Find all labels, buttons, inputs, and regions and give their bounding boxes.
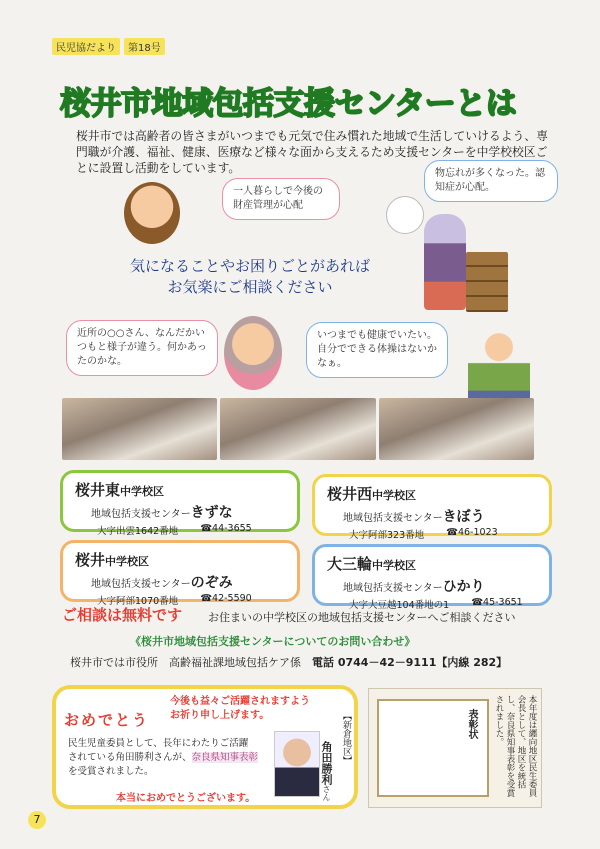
inquiry-phone: 電話 0744－42－9111【内線 282】	[312, 656, 508, 669]
handwritten-line-2: お気楽にご相談ください	[167, 278, 333, 296]
inquiry-title: 《桜井市地域包括支援センターについてのお問い合わせ》	[130, 635, 416, 648]
center-phone: ☎42-5590	[200, 593, 252, 604]
center-name: きぼう	[442, 509, 485, 525]
center-area-suffix: 中学校区	[372, 559, 417, 572]
center-prefix: 地域包括支援センター	[343, 513, 443, 524]
dresser-illustration	[466, 252, 508, 312]
center-prefix: 地域包括支援センター	[91, 509, 191, 520]
center-name: のぞみ	[190, 575, 233, 591]
recipient-photo	[274, 731, 320, 797]
congrats-body	[68, 737, 268, 779]
certificate-image	[377, 699, 489, 797]
center-address: 大字出雲1642番地	[97, 526, 179, 537]
center-card-omiwa	[312, 544, 552, 611]
congrats-body-3: を受賞されました。	[68, 766, 154, 777]
center-area: 桜井	[75, 551, 106, 569]
recipient-district: 【新倉地区】	[341, 711, 351, 765]
center-card-sakurai	[60, 540, 300, 607]
speech-bubble-health: いつまでも健康でいたい。自分でできる体操はないかなぁ。	[306, 322, 448, 378]
congrats-closing: 本当におめでとうございます。	[116, 793, 256, 804]
congrats-body-1: 民生児童委員として、長年にわたりご活躍	[68, 738, 249, 749]
keys-wallet-icon	[386, 196, 424, 234]
recipient-honorific: さん	[322, 785, 331, 801]
speech-bubble-neighbor: 近所の○○さん、なんだかいつもと様子が違う。何かあったのかな。	[66, 320, 218, 376]
center-name: ひかり	[442, 579, 485, 595]
congratulations-box	[52, 685, 358, 809]
center-card-sakurai-east	[60, 470, 300, 537]
center-phone: ☎44-3655	[200, 523, 252, 534]
center-area: 大三輪	[327, 555, 373, 573]
center-prefix: 地域包括支援センター	[91, 579, 191, 590]
center-phone: ☎45-3651	[471, 597, 523, 608]
congrats-lead-2: お祈り申し上げます。	[170, 710, 270, 721]
center-area: 桜井東	[75, 481, 121, 499]
intro-text: 桜井市では高齢者の皆さまがいつまでも元気で住み慣れた地域で生活していけるよう、専門職が介護、福祉、健康、医療など様々な面から支えるため支援センターを中学校校区ごとに設置し活動をしています。	[76, 129, 548, 175]
issue-number: 第18号	[124, 38, 165, 55]
recipient-person: 角田勝利	[320, 741, 333, 785]
handwritten-line-1: 気になることやお困りごとがあれば	[129, 257, 370, 275]
center-prefix: 地域包括支援センター	[343, 583, 443, 594]
page-number: 7	[28, 811, 46, 829]
center-address: 大字阿部323番地	[349, 530, 425, 541]
free-consult-label: ご相談は無料です	[62, 606, 183, 624]
worried-woman-illustration	[424, 214, 466, 310]
concerned-woman-illustration	[224, 316, 282, 390]
page-title: 桜井市地域包括支援センターとは	[60, 86, 517, 122]
certificate-area	[368, 688, 542, 808]
congrats-lead-1: 今後も益々ご活躍されますよう	[170, 696, 310, 707]
congrats-lead	[170, 695, 310, 723]
certificate-note: 本年度は纒向地区民生委員会長として、地区を統括し、奈良県知事表彰を受賞されました。	[494, 695, 537, 797]
inquiry-office: 桜井市では市役所 高齢福祉課地域包括ケア係	[70, 656, 301, 669]
congrats-banner: おめでとう	[64, 711, 150, 729]
newsletter-name: 民児協だより	[52, 38, 120, 55]
speech-bubble-memory: 物忘れが多くなった。認知症が心配。	[424, 160, 558, 202]
activity-photo-2	[220, 398, 375, 460]
center-area-suffix: 中学校区	[105, 555, 150, 568]
center-address: 大字大豆越104番地の1	[349, 600, 450, 611]
inquiry-line	[70, 654, 507, 670]
center-address: 大字阿部1070番地	[97, 596, 179, 607]
certificate-heading: 表彰状	[466, 709, 477, 739]
recipient-name	[318, 741, 334, 801]
handwritten-message	[100, 256, 400, 298]
activity-photos	[62, 398, 534, 460]
center-area: 桜井西	[327, 485, 373, 503]
center-card-sakurai-west	[312, 474, 552, 541]
activity-photo-1	[62, 398, 217, 460]
center-phone: ☎46-1023	[446, 527, 498, 538]
award-name: 奈良県知事表彰	[191, 752, 259, 763]
center-area-suffix: 中学校区	[372, 489, 417, 502]
center-area-suffix: 中学校区	[120, 485, 165, 498]
newsletter-header	[52, 38, 165, 55]
center-name: きずな	[190, 505, 233, 521]
congrats-body-2: されている角田勝利さんが、	[68, 752, 192, 763]
consult-guidance: お住まいの中学校区の地域包括支援センターへご相談ください	[208, 611, 516, 624]
activity-photo-3	[379, 398, 534, 460]
worried-man-illustration	[124, 182, 180, 244]
speech-bubble-finance: 一人暮らしで今後の財産管理が心配	[222, 178, 340, 220]
